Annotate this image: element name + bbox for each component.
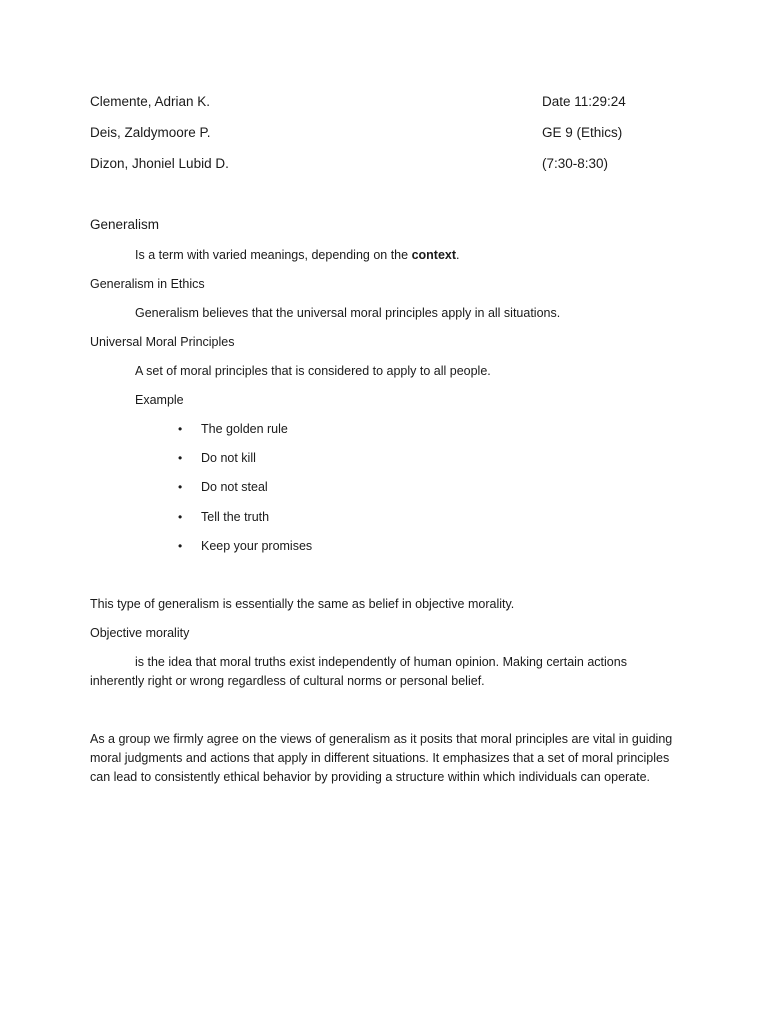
conclusion-paragraph: As a group we firmly agree on the views of generalism as it posits that moral principles are vital in guiding moral judgments and actions that apply in different situations. It emphasizes that a set of moral principles can lead to consistently ethical behavior by providing a structure within which individuals can operate. — [90, 731, 673, 784]
section-title-ethics: Generalism in Ethics — [90, 277, 205, 291]
list-item-text: The golden rule — [201, 422, 288, 436]
objective-definition: is the idea that moral truths exist independently of human opinion. Making certain actions inherently right or wrong regardless of cultural norms or personal belief. — [90, 654, 627, 688]
section-title-generalism: Generalism — [90, 217, 160, 232]
section-title-ump: Universal Moral Principles — [90, 335, 235, 349]
bullet-icon: • — [178, 480, 183, 495]
bullet-icon: • — [178, 509, 183, 524]
schedule-label: (7:30-8:30) — [542, 156, 609, 171]
list-item — [90, 537, 680, 566]
bullet-icon: • — [178, 422, 183, 436]
definition-emphasis: context — [411, 248, 457, 262]
list-item-text: Tell the truth — [201, 509, 270, 524]
list-item — [90, 478, 680, 507]
list-item — [90, 449, 680, 478]
author-name: Deis, Zaldymoore P. — [90, 125, 211, 140]
spacer — [90, 691, 680, 730]
bullet-icon: • — [178, 538, 183, 553]
course-label: GE 9 (Ethics) — [542, 125, 623, 140]
ethics-definition: Generalism believes that the universal moral principles apply in all situations. — [135, 306, 561, 320]
date-label: Date 11:29:24 — [542, 94, 626, 109]
bullet-icon: • — [178, 451, 183, 466]
header-row — [90, 155, 690, 186]
ump-definition: A set of moral principles that is considered to apply to all people. — [135, 364, 491, 378]
document-header — [90, 93, 690, 186]
header-row — [90, 93, 690, 124]
section-title-objective: Objective morality — [90, 625, 190, 640]
objective-intro: This type of generalism is essentially the same as belief in objective morality. — [90, 596, 515, 611]
author-name: Dizon, Jhoniel Lubid D. — [90, 156, 229, 171]
list-item-text: Keep your promises — [201, 538, 313, 553]
example-label: Example — [135, 393, 184, 407]
examples-list — [90, 420, 680, 566]
generalism-definition — [90, 246, 680, 275]
list-item-text: Do not steal — [201, 480, 268, 495]
list-item — [90, 420, 680, 449]
definition-text: Is a term with varied meanings, depending on the — [135, 248, 412, 262]
list-item-text: Do not kill — [201, 451, 256, 466]
list-item — [90, 508, 680, 537]
spacer — [90, 566, 680, 595]
document-body — [90, 216, 680, 787]
definition-end: . — [456, 248, 460, 262]
author-name: Clemente, Adrian K. — [90, 94, 211, 109]
header-row — [90, 124, 690, 155]
